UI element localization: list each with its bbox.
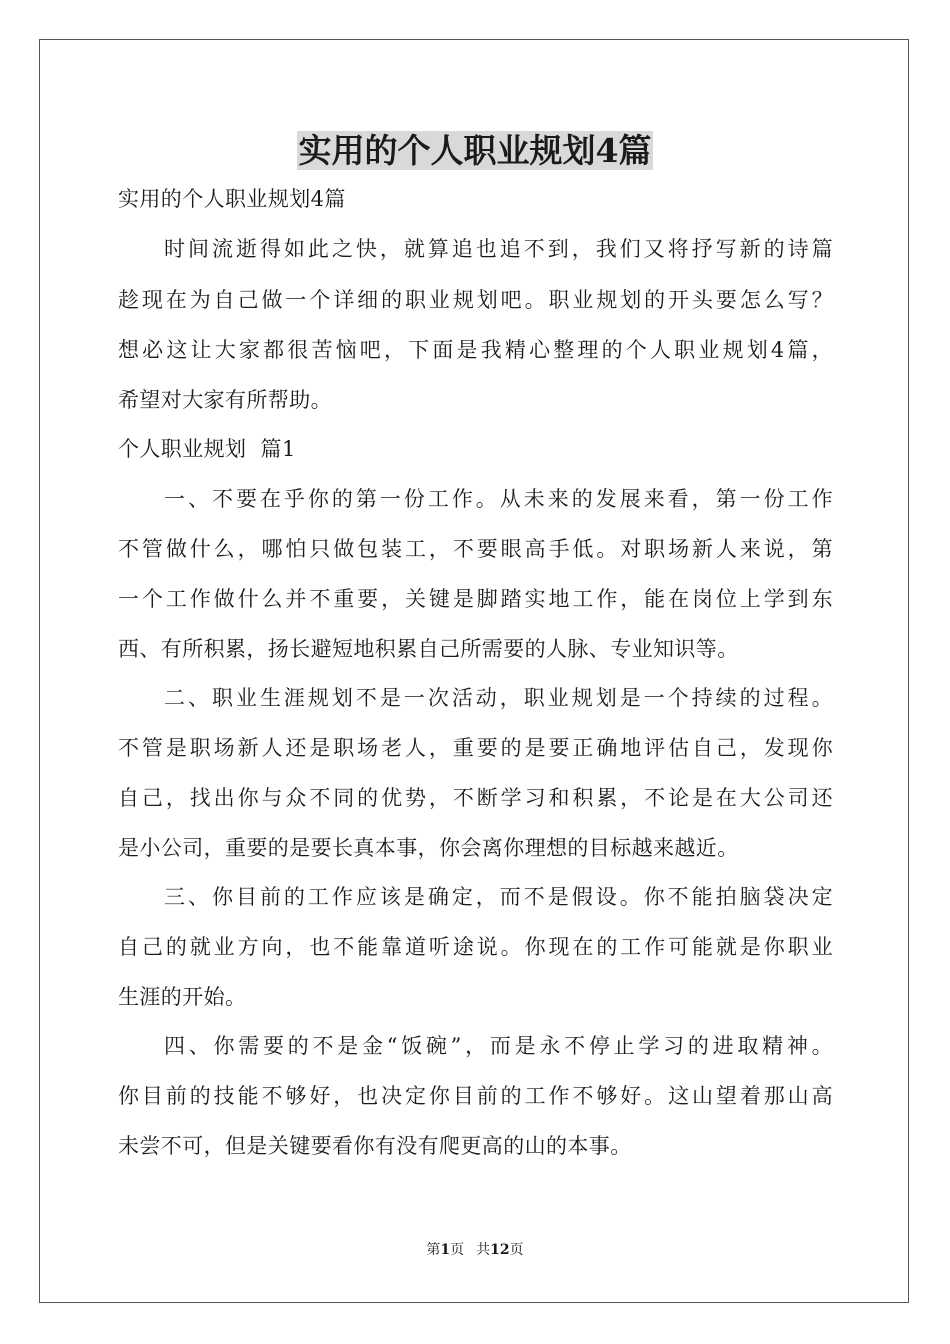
text-line: 生涯的开始。	[118, 985, 247, 1009]
text-line: 不管做什么，哪怕只做包装工，不要眼高手低。对职场新人来说，第	[118, 537, 833, 561]
page-number-suffix: 页	[450, 1242, 465, 1258]
text-line: 自己，找出你与众不同的优势，不断学习和积累，不论是在大公司还	[118, 786, 833, 810]
text-line: 希望对大家有所帮助。	[118, 388, 332, 412]
text-line: 西、有所积累，扬长避短地积累自己所需要的人脉、专业知识等。	[118, 637, 739, 661]
text-line: 未尝不可，但是关键要看你有没有爬更高的山的本事。	[118, 1134, 632, 1158]
text-line: 你目前的技能不够好，也决定你目前的工作不够好。这山望着那山高	[118, 1084, 833, 1108]
section-heading: 个人职业规划 篇1	[118, 437, 296, 461]
text-line: 三、你目前的工作应该是确定，而不是假设。你不能拍脑袋决定	[164, 885, 833, 909]
text-line: 一、不要在乎你的第一份工作。从未来的发展来看，第一份工作	[164, 487, 833, 511]
text-line: 趁现在为自己做一个详细的职业规划吧。职业规划的开头要怎么写？	[118, 288, 833, 312]
text-line: 二、职业生涯规划不是一次活动，职业规划是一个持续的过程。	[164, 686, 833, 710]
page-total-prefix: 共	[476, 1242, 491, 1258]
document-title	[0, 124, 950, 178]
text-line: 时间流逝得如此之快，就算追也追不到，我们又将抒写新的诗篇	[164, 237, 833, 261]
page-total: 12	[490, 1242, 510, 1258]
page-total-suffix: 页	[509, 1242, 524, 1258]
text-line: 是小公司，重要的是要长真本事，你会离你理想的目标越来越近。	[118, 836, 739, 860]
text-line: 想必这让大家都很苦恼吧，下面是我精心整理的个人职业规划4篇，	[118, 338, 833, 362]
page-number-prefix: 第	[426, 1242, 441, 1258]
document-title-text: 实用的个人职业规划4篇	[298, 131, 652, 170]
page-border	[39, 39, 909, 1303]
text-line: 自己的就业方向，也不能靠道听途说。你现在的工作可能就是你职业	[118, 935, 833, 959]
text-line: 不管是职场新人还是职场老人，重要的是要正确地评估自己，发现你	[118, 736, 833, 760]
document-subtitle: 实用的个人职业规划4篇	[118, 187, 346, 211]
page-footer	[0, 1240, 950, 1260]
text-line: 四、你需要的不是金“饭碗”，而是永不停止学习的进取精神。	[164, 1034, 833, 1058]
text-line: 一个工作做什么并不重要，关键是脚踏实地工作，能在岗位上学到东	[118, 587, 833, 611]
page-number-current: 1	[440, 1242, 451, 1258]
